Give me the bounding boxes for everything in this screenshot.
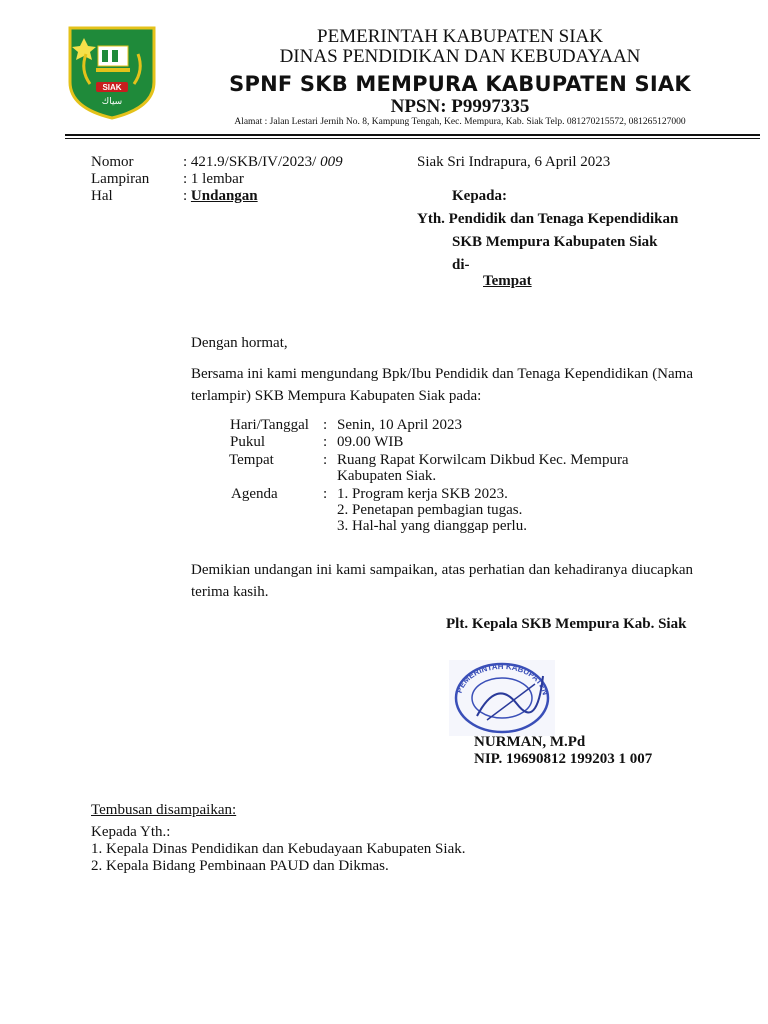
logo-label: SIAK (102, 83, 122, 92)
hal-value (183, 187, 258, 205)
stamp-lettering: PEMERINTAH KABUPATEN (454, 661, 550, 696)
government-name: PEMERINTAH KABUPATEN SIAK (317, 26, 603, 47)
official-stamp (447, 658, 557, 738)
cc-kepada: Kepada Yth.: (91, 824, 171, 840)
signatory-title: Plt. Kepala SKB Mempura Kab. Siak (446, 616, 687, 632)
pukul-value: 09.00 WIB (337, 434, 404, 450)
agenda-item: 1. Program kerja SKB 2023. (337, 486, 508, 502)
agenda-item: 3. Hal-hal yang dianggap perlu. (337, 518, 527, 534)
agenda-label: Agenda (231, 486, 278, 502)
hari-colon: : (323, 417, 328, 433)
recipient-yth: Yth. Pendidik dan Tenaga Kependidikan (417, 211, 679, 227)
tempat-label: Tempat (229, 452, 274, 468)
recipient-tempat: Tempat (483, 273, 532, 289)
tempat-colon: : (323, 452, 328, 468)
greeting: Dengan hormat, (191, 335, 288, 351)
nomor-label: Nomor (91, 154, 134, 170)
recipient-kepada: Kepada: (452, 188, 508, 204)
lampiran-value: : 1 lembar (183, 171, 244, 187)
hari-value: Senin, 10 April 2023 (337, 417, 463, 433)
signatory-nip: NIP. 19690812 199203 1 007 (474, 751, 653, 767)
cc-heading: Tembusan disampaikan: (91, 802, 237, 818)
hari-label: Hari/Tanggal (230, 417, 309, 433)
recipient-org: SKB Mempura Kabupaten Siak (452, 234, 658, 250)
signatory-name: NURMAN, M.Pd (474, 734, 586, 750)
nomor-number: : 421.9/SKB/IV/2023/ (183, 154, 317, 170)
regency-logo (66, 24, 158, 120)
hal-subject: Undangan (190, 188, 258, 204)
place-date: Siak Sri Indrapura, 6 April 2023 (417, 154, 611, 170)
recipient-di: di- (452, 257, 470, 273)
pukul-colon: : (323, 434, 328, 450)
intro-paragraph: Bersama ini kami mengundang Bpk/Ibu Pendidik dan Tenaga Kependidikan (Nama terlampir) SKB Mempura Kabupaten Siak pada: (191, 366, 693, 404)
pukul-label: Pukul (230, 434, 266, 450)
tempat-value-2: Kabupaten Siak. (337, 468, 437, 484)
tempat-value-1: Ruang Rapat Korwilcam Dikbud Kec. Mempura (337, 452, 629, 468)
cc-item: 1. Kepala Dinas Pendidikan dan Kebudayaan Kabupaten Siak. (91, 841, 466, 857)
logo-script: سياك (101, 97, 123, 107)
agenda-item: 2. Penetapan pembagian tugas. (337, 502, 523, 518)
nomor-value (183, 153, 343, 171)
lampiran-label: Lampiran (91, 171, 150, 187)
npsn: NPSN: P9997335 (390, 96, 530, 117)
closing-paragraph: Demikian undangan ini kami sampaikan, atas perhatian dan kehadiranya diucapkan terima kasih. (191, 562, 693, 600)
letterhead-divider (65, 134, 760, 136)
letterhead-divider-thin (65, 138, 760, 139)
cc-item: 2. Kepala Bidang Pembinaan PAUD dan Dikmas. (91, 858, 389, 874)
institution-name: SPNF SKB MEMPURA KABUPATEN SIAK (229, 72, 691, 96)
department-name: DINAS PENDIDIKAN DAN KEBUDAYAAN (279, 46, 641, 67)
address: Alamat : Jalan Lestari Jernih No. 8, Kampung Tengah, Kec. Mempura, Kab. Siak Telp. 081270215572, 081265127000 (234, 117, 686, 127)
nomor-handwritten: 009 (320, 154, 343, 170)
agenda-colon: : (323, 486, 328, 502)
hal-colon: : (183, 188, 188, 204)
hal-label: Hal (91, 188, 113, 204)
